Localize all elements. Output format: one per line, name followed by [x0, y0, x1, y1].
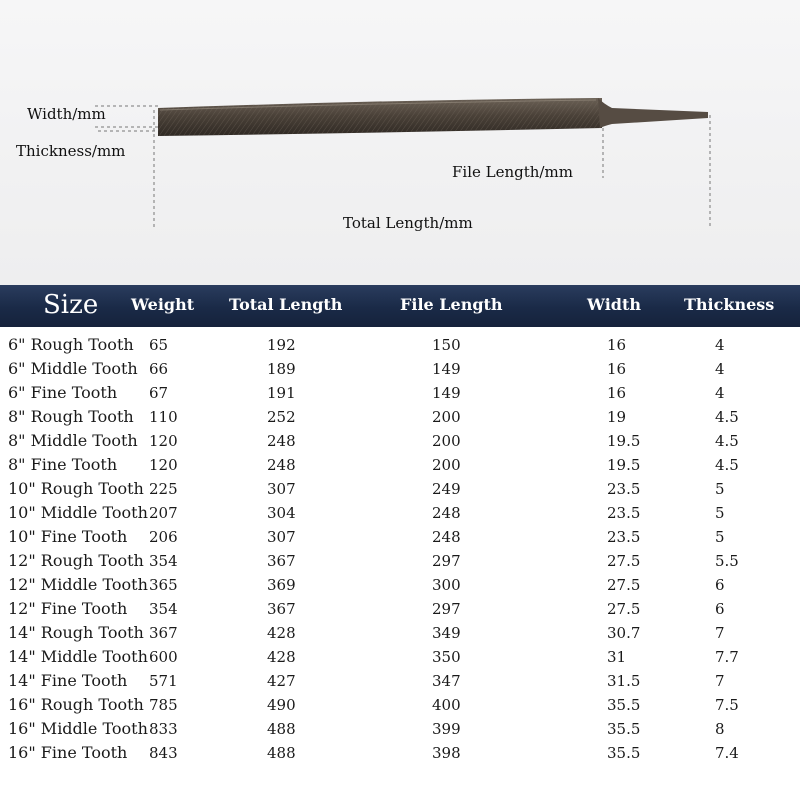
table-row: [0, 429, 800, 453]
weight-cell: 367: [149, 624, 178, 642]
thickness-cell: 5: [715, 480, 725, 498]
total-length-cell: 490: [267, 696, 296, 714]
weight-cell: 65: [149, 336, 169, 354]
file-length-cell: 150: [432, 336, 461, 354]
width-cell: 31: [607, 648, 627, 666]
size-cell: 10" Rough Tooth: [8, 479, 144, 498]
width-cell: 35.5: [607, 720, 641, 738]
size-cell: 12" Middle Tooth: [8, 575, 148, 594]
table-row: [0, 741, 800, 765]
table-row: [0, 453, 800, 477]
total-length-cell: 252: [267, 408, 296, 426]
file-tang: [598, 98, 708, 128]
size-cell: 12" Rough Tooth: [8, 551, 144, 570]
file-length-cell: 200: [432, 432, 461, 450]
total-length-cell: 191: [267, 384, 296, 402]
file-length-cell: 297: [432, 552, 461, 570]
file-length-cell: 350: [432, 648, 461, 666]
table-row: [0, 669, 800, 693]
width-cell: 19.5: [607, 432, 641, 450]
table-row: [0, 381, 800, 405]
thickness-cell: 5: [715, 504, 725, 522]
size-cell: 10" Fine Tooth: [8, 527, 128, 546]
total-length-cell: 367: [267, 600, 296, 618]
width-cell: 35.5: [607, 696, 641, 714]
width-cell: 23.5: [607, 504, 641, 522]
thickness-cell: 6: [715, 600, 725, 618]
total-length-cell: 488: [267, 744, 296, 762]
total-length-cell: 192: [267, 336, 296, 354]
table-row: [0, 645, 800, 669]
weight-cell: 571: [149, 672, 178, 690]
width-cell: 23.5: [607, 528, 641, 546]
header-width: Width: [587, 295, 641, 314]
file-length-cell: 297: [432, 600, 461, 618]
table-row: [0, 717, 800, 741]
width-cell: 16: [607, 384, 627, 402]
file-length-cell: 347: [432, 672, 461, 690]
size-cell: 16" Middle Tooth: [8, 719, 148, 738]
size-cell: 10" Middle Tooth: [8, 503, 148, 522]
thickness-cell: 7.7: [715, 648, 739, 666]
width-cell: 19: [607, 408, 627, 426]
thickness-cell: 8: [715, 720, 725, 738]
width-cell: 19.5: [607, 456, 641, 474]
weight-cell: 67: [149, 384, 169, 402]
header-total-length: Total Length: [229, 295, 343, 314]
size-cell: 12" Fine Tooth: [8, 599, 128, 618]
file-length-cell: 400: [432, 696, 461, 714]
total-length-cell: 367: [267, 552, 296, 570]
weight-cell: 110: [149, 408, 178, 426]
weight-cell: 600: [149, 648, 178, 666]
weight-cell: 66: [149, 360, 169, 378]
table-row: [0, 501, 800, 525]
thickness-cell: 4.5: [715, 408, 739, 426]
table-row: [0, 333, 800, 357]
header-weight: Weight: [131, 295, 195, 314]
thickness-cell: 4: [715, 384, 725, 402]
table-row: [0, 477, 800, 501]
size-cell: 16" Fine Tooth: [8, 743, 128, 762]
file-length-cell: 248: [432, 528, 461, 546]
table-row: [0, 549, 800, 573]
spec-table: [0, 333, 800, 773]
thickness-cell: 5.5: [715, 552, 739, 570]
width-cell: 16: [607, 360, 627, 378]
total-length-cell: 488: [267, 720, 296, 738]
width-cell: 16: [607, 336, 627, 354]
file-length-label: File Length/mm: [452, 163, 573, 181]
total-length-cell: 189: [267, 360, 296, 378]
table-row: [0, 693, 800, 717]
file-length-cell: 248: [432, 504, 461, 522]
total-length-cell: 307: [267, 528, 296, 546]
file-length-cell: 149: [432, 360, 461, 378]
total-length-cell: 369: [267, 576, 296, 594]
table-row: [0, 597, 800, 621]
table-row: [0, 357, 800, 381]
size-cell: 8" Rough Tooth: [8, 407, 134, 426]
thickness-cell: 7: [715, 624, 725, 642]
size-cell: 8" Fine Tooth: [8, 455, 118, 474]
width-cell: 31.5: [607, 672, 641, 690]
weight-cell: 354: [149, 552, 178, 570]
weight-cell: 365: [149, 576, 178, 594]
file-diagram: [0, 0, 800, 285]
weight-cell: 207: [149, 504, 178, 522]
thickness-cell: 4: [715, 360, 725, 378]
thickness-cell: 5: [715, 528, 725, 546]
thickness-cell: 4.5: [715, 432, 739, 450]
width-cell: 27.5: [607, 600, 641, 618]
header-size: Size: [43, 290, 99, 320]
table-header: [0, 285, 800, 327]
weight-cell: 833: [149, 720, 178, 738]
size-cell: 16" Rough Tooth: [8, 695, 144, 714]
total-length-cell: 248: [267, 456, 296, 474]
size-cell: 14" Middle Tooth: [8, 647, 148, 666]
thickness-cell: 7.5: [715, 696, 739, 714]
table-row: [0, 525, 800, 549]
size-cell: 6" Middle Tooth: [8, 359, 138, 378]
header-thickness: Thickness: [684, 295, 775, 314]
width-cell: 27.5: [607, 552, 641, 570]
total-length-cell: 307: [267, 480, 296, 498]
weight-cell: 225: [149, 480, 178, 498]
header-file-length: File Length: [400, 295, 503, 314]
size-cell: 6" Fine Tooth: [8, 383, 118, 402]
table-row: [0, 405, 800, 429]
weight-cell: 843: [149, 744, 178, 762]
weight-cell: 206: [149, 528, 178, 546]
weight-cell: 120: [149, 432, 178, 450]
size-cell: 6" Rough Tooth: [8, 335, 134, 354]
width-cell: 30.7: [607, 624, 641, 642]
thickness-label: Thickness/mm: [16, 142, 126, 160]
thickness-cell: 7.4: [715, 744, 739, 762]
file-length-cell: 200: [432, 408, 461, 426]
weight-cell: 785: [149, 696, 178, 714]
file-length-cell: 399: [432, 720, 461, 738]
thickness-cell: 4.5: [715, 456, 739, 474]
table-row: [0, 621, 800, 645]
file-length-cell: 300: [432, 576, 461, 594]
file-length-cell: 149: [432, 384, 461, 402]
total-length-cell: 428: [267, 624, 296, 642]
file-length-cell: 200: [432, 456, 461, 474]
size-cell: 14" Rough Tooth: [8, 623, 144, 642]
size-cell: 8" Middle Tooth: [8, 431, 138, 450]
file-length-cell: 349: [432, 624, 461, 642]
table-row: [0, 573, 800, 597]
weight-cell: 120: [149, 456, 178, 474]
thickness-cell: 7: [715, 672, 725, 690]
thickness-cell: 4: [715, 336, 725, 354]
file-length-cell: 398: [432, 744, 461, 762]
total-length-cell: 248: [267, 432, 296, 450]
width-cell: 27.5: [607, 576, 641, 594]
total-length-cell: 304: [267, 504, 296, 522]
width-cell: 23.5: [607, 480, 641, 498]
weight-cell: 354: [149, 600, 178, 618]
file-length-cell: 249: [432, 480, 461, 498]
size-cell: 14" Fine Tooth: [8, 671, 128, 690]
width-cell: 35.5: [607, 744, 641, 762]
total-length-cell: 427: [267, 672, 296, 690]
width-label: Width/mm: [27, 105, 106, 123]
total-length-cell: 428: [267, 648, 296, 666]
thickness-cell: 6: [715, 576, 725, 594]
total-length-label: Total Length/mm: [343, 214, 473, 232]
